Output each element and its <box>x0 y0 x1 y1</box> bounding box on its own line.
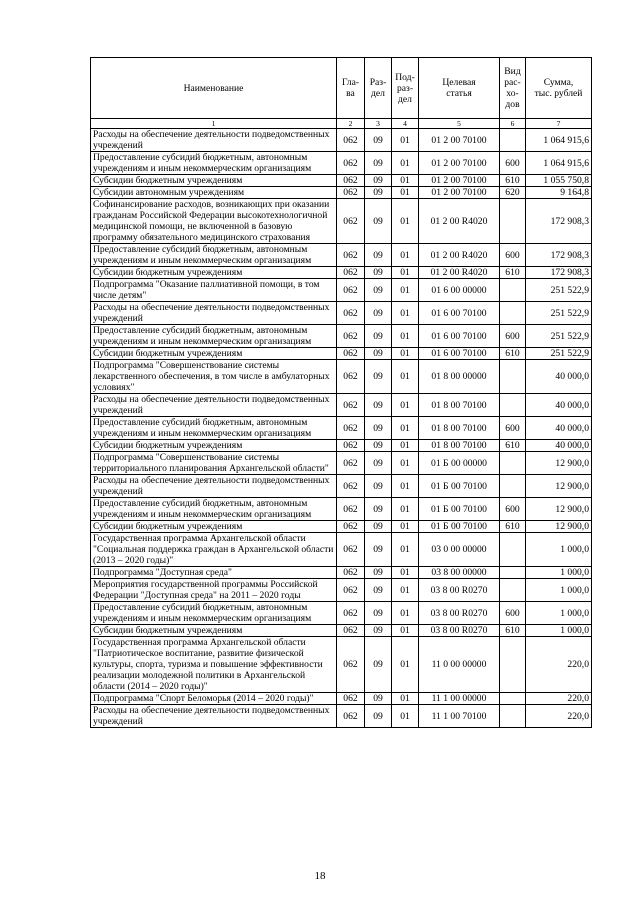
row-chapter: 062 <box>337 579 365 602</box>
row-expense-type <box>500 637 526 693</box>
row-amount: 251 522,9 <box>526 302 592 325</box>
row-chapter: 062 <box>337 452 365 475</box>
row-chapter: 062 <box>337 129 365 152</box>
row-expense-type: 600 <box>500 152 526 175</box>
row-chapter: 062 <box>337 199 365 244</box>
row-expense-type <box>500 360 526 394</box>
row-section: 09 <box>365 440 392 452</box>
row-target: 01 8 00 70100 <box>419 440 500 452</box>
row-target: 03 8 00 R0270 <box>419 602 500 625</box>
table-row <box>91 129 592 152</box>
row-expense-type: 610 <box>500 440 526 452</box>
header-subsection: Под- раз- дел <box>392 58 419 119</box>
row-expense-type <box>500 129 526 152</box>
row-chapter: 062 <box>337 279 365 302</box>
table-row <box>91 360 592 394</box>
table-body <box>91 129 592 728</box>
row-chapter: 062 <box>337 637 365 693</box>
column-number: 7 <box>526 119 592 129</box>
table-header-row <box>91 58 592 119</box>
row-subsection: 01 <box>392 199 419 244</box>
row-chapter: 062 <box>337 267 365 279</box>
row-subsection: 01 <box>392 602 419 625</box>
row-name: Предоставление субсидий бюджетным, автономным учреждениям и иным некоммерческим организациям <box>91 152 337 175</box>
row-amount: 40 000,0 <box>526 440 592 452</box>
row-amount: 172 908,3 <box>526 267 592 279</box>
row-subsection: 01 <box>392 693 419 705</box>
row-chapter: 062 <box>337 325 365 348</box>
row-subsection: 01 <box>392 152 419 175</box>
row-name: Расходы на обеспечение деятельности подведомственных учреждений <box>91 475 337 498</box>
table-row <box>91 693 592 705</box>
row-amount: 12 900,0 <box>526 452 592 475</box>
row-section: 09 <box>365 152 392 175</box>
row-name: Предоставление субсидий бюджетным, автономным учреждениям и иным некоммерческим организациям <box>91 244 337 267</box>
row-expense-type <box>500 693 526 705</box>
row-name: Мероприятия государственной программы Российской Федерации "Доступная среда" на 2011 – 2020 годы <box>91 579 337 602</box>
row-name: Подпрограмма "Оказание паллиативной помощи, в том числе детям" <box>91 279 337 302</box>
row-name: Расходы на обеспечение деятельности подведомственных учреждений <box>91 394 337 417</box>
row-amount: 251 522,9 <box>526 279 592 302</box>
row-chapter: 062 <box>337 567 365 579</box>
row-target: 03 8 00 00000 <box>419 567 500 579</box>
row-expense-type <box>500 199 526 244</box>
header-expense-type: Вид рас- хо- дов <box>500 58 526 119</box>
row-amount: 40 000,0 <box>526 394 592 417</box>
row-expense-type: 600 <box>500 325 526 348</box>
row-target: 03 8 00 R0270 <box>419 625 500 637</box>
row-amount: 1 000,0 <box>526 625 592 637</box>
table-row <box>91 199 592 244</box>
row-expense-type: 600 <box>500 602 526 625</box>
row-amount: 40 000,0 <box>526 417 592 440</box>
row-target: 01 2 00 R4020 <box>419 244 500 267</box>
table-row <box>91 533 592 567</box>
table-row <box>91 302 592 325</box>
row-chapter: 062 <box>337 417 365 440</box>
row-amount: 40 000,0 <box>526 360 592 394</box>
row-target: 01 2 00 R4020 <box>419 267 500 279</box>
row-chapter: 062 <box>337 475 365 498</box>
row-target: 01 Б 00 70100 <box>419 475 500 498</box>
row-expense-type: 610 <box>500 267 526 279</box>
table-row <box>91 602 592 625</box>
row-section: 09 <box>365 533 392 567</box>
row-target: 11 0 00 00000 <box>419 637 500 693</box>
row-amount: 1 000,0 <box>526 567 592 579</box>
row-amount: 251 522,9 <box>526 325 592 348</box>
row-name: Предоставление субсидий бюджетным, автономным учреждениям и иным некоммерческим организациям <box>91 325 337 348</box>
row-subsection: 01 <box>392 417 419 440</box>
row-subsection: 01 <box>392 637 419 693</box>
table-row <box>91 244 592 267</box>
header-section: Раз- дел <box>365 58 392 119</box>
table-row <box>91 579 592 602</box>
row-section: 09 <box>365 348 392 360</box>
row-chapter: 062 <box>337 394 365 417</box>
row-subsection: 01 <box>392 498 419 521</box>
row-chapter: 062 <box>337 602 365 625</box>
row-subsection: 01 <box>392 394 419 417</box>
row-target: 01 6 00 70100 <box>419 325 500 348</box>
row-section: 09 <box>365 129 392 152</box>
row-subsection: 01 <box>392 187 419 199</box>
row-subsection: 01 <box>392 705 419 728</box>
row-name: Подпрограмма "Доступная среда" <box>91 567 337 579</box>
row-subsection: 01 <box>392 440 419 452</box>
table-row <box>91 325 592 348</box>
row-section: 09 <box>365 175 392 187</box>
column-number: 5 <box>419 119 500 129</box>
row-target: 01 6 00 00000 <box>419 279 500 302</box>
row-section: 09 <box>365 360 392 394</box>
column-number: 3 <box>365 119 392 129</box>
table-row <box>91 625 592 637</box>
row-name: Предоставление субсидий бюджетным, автономным учреждениям и иным некоммерческим организациям <box>91 417 337 440</box>
row-target: 01 Б 00 00000 <box>419 452 500 475</box>
row-expense-type <box>500 533 526 567</box>
row-amount: 220,0 <box>526 637 592 693</box>
row-section: 09 <box>365 244 392 267</box>
row-expense-type <box>500 705 526 728</box>
row-section: 09 <box>365 417 392 440</box>
row-subsection: 01 <box>392 475 419 498</box>
page-number: 18 <box>314 870 326 882</box>
row-subsection: 01 <box>392 360 419 394</box>
row-name: Субсидии бюджетным учреждениям <box>91 625 337 637</box>
row-section: 09 <box>365 579 392 602</box>
table-row <box>91 417 592 440</box>
row-amount: 9 164,8 <box>526 187 592 199</box>
row-chapter: 062 <box>337 705 365 728</box>
row-expense-type <box>500 452 526 475</box>
header-name: Наименование <box>91 58 337 119</box>
table-row <box>91 394 592 417</box>
row-name: Государственная программа Архангельской области "Патриотическое воспитание, развитие физической культуры, спорта, туризма и повышение эффективности реализации молодежной политики в Архангельской области (2014 – 2020 годы)" <box>91 637 337 693</box>
row-amount: 12 900,0 <box>526 498 592 521</box>
row-target: 01 8 00 00000 <box>419 360 500 394</box>
row-subsection: 01 <box>392 129 419 152</box>
row-expense-type <box>500 302 526 325</box>
row-section: 09 <box>365 325 392 348</box>
row-name: Предоставление субсидий бюджетным, автономным учреждениям и иным некоммерческим организациям <box>91 498 337 521</box>
row-subsection: 01 <box>392 267 419 279</box>
row-name: Субсидии бюджетным учреждениям <box>91 521 337 533</box>
row-expense-type: 620 <box>500 187 526 199</box>
row-expense-type: 610 <box>500 348 526 360</box>
row-expense-type <box>500 394 526 417</box>
row-subsection: 01 <box>392 579 419 602</box>
row-name: Субсидии бюджетным учреждениям <box>91 267 337 279</box>
row-amount: 1 064 915,6 <box>526 129 592 152</box>
row-name: Подпрограмма "Спорт Беломорья (2014 – 2020 годы)" <box>91 693 337 705</box>
row-expense-type: 610 <box>500 175 526 187</box>
row-expense-type <box>500 567 526 579</box>
row-expense-type: 600 <box>500 498 526 521</box>
table-row <box>91 705 592 728</box>
row-target: 01 2 00 70100 <box>419 175 500 187</box>
column-number-row <box>91 119 592 129</box>
row-subsection: 01 <box>392 302 419 325</box>
row-subsection: 01 <box>392 521 419 533</box>
row-section: 09 <box>365 693 392 705</box>
row-chapter: 062 <box>337 302 365 325</box>
row-subsection: 01 <box>392 244 419 267</box>
row-section: 09 <box>365 452 392 475</box>
row-chapter: 062 <box>337 360 365 394</box>
row-target: 01 8 00 70100 <box>419 417 500 440</box>
row-amount: 220,0 <box>526 693 592 705</box>
table-row <box>91 279 592 302</box>
row-name: Расходы на обеспечение деятельности подведомственных учреждений <box>91 705 337 728</box>
row-chapter: 062 <box>337 348 365 360</box>
table-row <box>91 152 592 175</box>
row-section: 09 <box>365 267 392 279</box>
column-number: 2 <box>337 119 365 129</box>
column-number: 6 <box>500 119 526 129</box>
row-name: Предоставление субсидий бюджетным, автономным учреждениям и иным некоммерческим организациям <box>91 602 337 625</box>
row-chapter: 062 <box>337 175 365 187</box>
table-row <box>91 440 592 452</box>
row-amount: 172 908,3 <box>526 244 592 267</box>
row-target: 01 2 00 70100 <box>419 152 500 175</box>
row-chapter: 062 <box>337 521 365 533</box>
row-section: 09 <box>365 567 392 579</box>
row-target: 01 6 00 70100 <box>419 302 500 325</box>
row-name: Подпрограмма "Совершенствование системы территориального планирования Архангельской области" <box>91 452 337 475</box>
row-chapter: 062 <box>337 187 365 199</box>
table-row <box>91 187 592 199</box>
row-amount: 172 908,3 <box>526 199 592 244</box>
row-target: 01 2 00 70100 <box>419 187 500 199</box>
table-row <box>91 267 592 279</box>
row-subsection: 01 <box>392 567 419 579</box>
row-name: Государственная программа Архангельской области "Социальная поддержка граждан в Архангельской области (2013 – 2020 годы)" <box>91 533 337 567</box>
row-target: 11 1 00 70100 <box>419 705 500 728</box>
row-amount: 1 000,0 <box>526 602 592 625</box>
row-expense-type: 600 <box>500 417 526 440</box>
row-amount: 251 522,9 <box>526 348 592 360</box>
row-subsection: 01 <box>392 452 419 475</box>
row-name: Софинансирование расходов, возникающих при оказании гражданам Российской Федерации высокотехнологичной медицинской помощи, не включенной в базовую программу обязательного медицинского страхования <box>91 199 337 244</box>
row-section: 09 <box>365 602 392 625</box>
budget-table <box>90 57 592 728</box>
row-name: Расходы на обеспечение деятельности подведомственных учреждений <box>91 302 337 325</box>
row-name: Субсидии бюджетным учреждениям <box>91 348 337 360</box>
row-expense-type: 610 <box>500 521 526 533</box>
row-section: 09 <box>365 625 392 637</box>
row-expense-type: 610 <box>500 625 526 637</box>
row-expense-type: 600 <box>500 244 526 267</box>
header-amount: Сумма, тыс. рублей <box>526 58 592 119</box>
row-section: 09 <box>365 521 392 533</box>
table-row <box>91 175 592 187</box>
row-section: 09 <box>365 199 392 244</box>
row-target: 01 Б 00 70100 <box>419 521 500 533</box>
row-amount: 12 900,0 <box>526 521 592 533</box>
row-amount: 1 000,0 <box>526 533 592 567</box>
row-subsection: 01 <box>392 625 419 637</box>
row-expense-type <box>500 475 526 498</box>
row-chapter: 062 <box>337 625 365 637</box>
row-target: 01 6 00 70100 <box>419 348 500 360</box>
row-target: 01 Б 00 70100 <box>419 498 500 521</box>
row-chapter: 062 <box>337 498 365 521</box>
row-name: Субсидии бюджетным учреждениям <box>91 440 337 452</box>
row-section: 09 <box>365 187 392 199</box>
row-target: 01 2 00 R4020 <box>419 199 500 244</box>
row-subsection: 01 <box>392 279 419 302</box>
table-row <box>91 521 592 533</box>
row-section: 09 <box>365 475 392 498</box>
column-number: 4 <box>392 119 419 129</box>
column-number: 1 <box>91 119 337 129</box>
row-target: 03 0 00 00000 <box>419 533 500 567</box>
table-row <box>91 567 592 579</box>
row-name: Субсидии автономным учреждениям <box>91 187 337 199</box>
row-subsection: 01 <box>392 175 419 187</box>
row-name: Подпрограмма "Совершенствование системы лекарственного обеспечения, в том числе в амбулаторных условиях" <box>91 360 337 394</box>
row-subsection: 01 <box>392 325 419 348</box>
row-subsection: 01 <box>392 348 419 360</box>
table-row <box>91 637 592 693</box>
table-row <box>91 498 592 521</box>
row-subsection: 01 <box>392 533 419 567</box>
row-amount: 1 064 915,6 <box>526 152 592 175</box>
row-expense-type <box>500 579 526 602</box>
row-section: 09 <box>365 279 392 302</box>
row-chapter: 062 <box>337 244 365 267</box>
header-target: Целевая статья <box>419 58 500 119</box>
row-target: 01 2 00 70100 <box>419 129 500 152</box>
row-amount: 1 000,0 <box>526 579 592 602</box>
table-row <box>91 452 592 475</box>
row-chapter: 062 <box>337 533 365 567</box>
row-section: 09 <box>365 637 392 693</box>
row-expense-type <box>500 279 526 302</box>
row-section: 09 <box>365 705 392 728</box>
row-amount: 12 900,0 <box>526 475 592 498</box>
row-name: Расходы на обеспечение деятельности подведомственных учреждений <box>91 129 337 152</box>
table-row <box>91 475 592 498</box>
row-target: 01 8 00 70100 <box>419 394 500 417</box>
table-row <box>91 348 592 360</box>
row-chapter: 062 <box>337 693 365 705</box>
row-chapter: 062 <box>337 440 365 452</box>
row-chapter: 062 <box>337 152 365 175</box>
row-section: 09 <box>365 498 392 521</box>
row-section: 09 <box>365 302 392 325</box>
row-name: Субсидии бюджетным учреждениям <box>91 175 337 187</box>
row-amount: 220,0 <box>526 705 592 728</box>
row-amount: 1 055 750,8 <box>526 175 592 187</box>
row-target: 03 8 00 R0270 <box>419 579 500 602</box>
header-chapter: Гла- ва <box>337 58 365 119</box>
row-section: 09 <box>365 394 392 417</box>
row-target: 11 1 00 00000 <box>419 693 500 705</box>
